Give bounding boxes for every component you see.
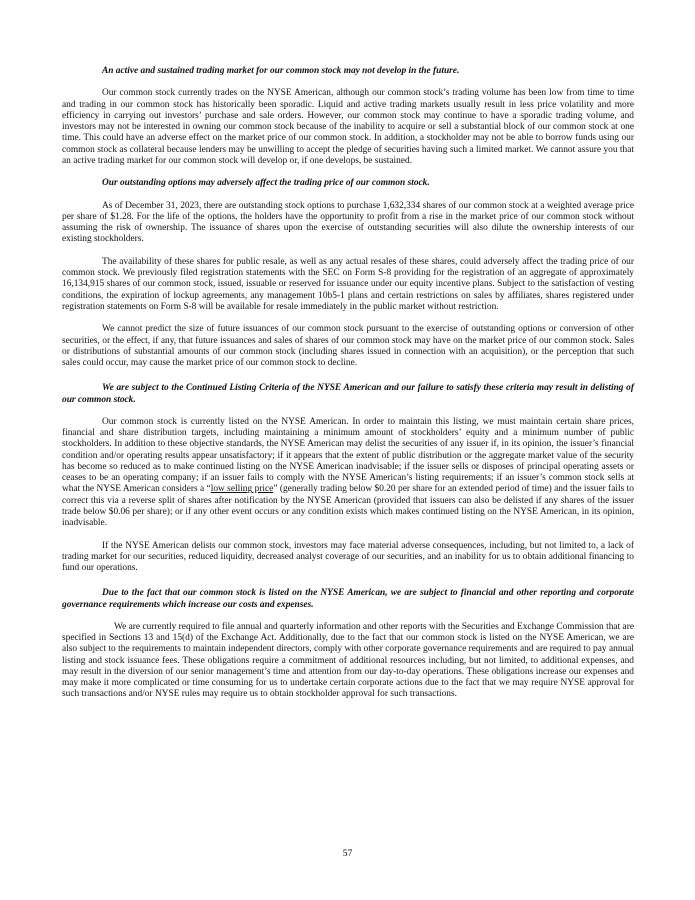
low-selling-price-link[interactable]: low selling price — [210, 484, 274, 495]
paragraph-reporting-requirements: We are currently required to file annual and quarterly information and other reports with the Securities and Exchange Commission that are specified in Sections 13 and 15(d) of the Exchange Act. Additionally, due to the fact that our common stock is listed on the NYSE American, we are also subject to the requirements to maintain independent directors, comply with other corporate governance requirements and are required to pay annual listing and stock issuance fees. These obligations require a commitment of additional resources including, but not limited, to additional expenses, and may result in the diversion of our senior management’s time and attention from our day-to-day operations. These obligations increase our expenses and may make it more complicated or time consuming for us to undertake certain corporate actions due to the fact that we may require NYSE approval for such transactions and/or NYSE rules may require us to obtain stockholder approval for such transactions. — [62, 621, 634, 700]
document-page — [62, 66, 634, 712]
section-heading-trading-market: An active and sustained trading market for our common stock may not develop in the future. — [102, 66, 460, 76]
page-number: 57 — [342, 848, 353, 859]
paragraph-options-2: The availability of these shares for public resale, as well as any actual resales of these shares, could adversely affect the trading price of our common stock. We previously filed registration statements with the SEC on Form S-8 providing for the registration of an aggregate of approximately 16,134,915 shares of our common stock, issued, issuable or reserved for issuance under our equity incentive plans. Subject to the satisfaction of vesting conditions, the expiration of lockup agreements, any management 10b5-1 plans and certain restrictions on sales by affiliates, shares registered under registration statements on Form S-8 will be available for resale immediately in the public market without restriction. — [62, 256, 634, 312]
section-heading-listing-criteria: We are subject to the Continued Listing Criteria of the NYSE American and our failure to satisfy these criteria may result in delisting of our common stock. — [62, 383, 634, 405]
paragraph-text-before-link: Our common stock is currently listed on the NYSE American. In order to maintain this listing, we must maintain certain share prices, financial and share distribution targets, including maintaining a minimum amount of stockholders’ equity and a minimum number of public stockholders. In addition to these objective standards, the NYSE American may delist the securities of any issuer if, in its opinion, the issuer’s financial condition and/or operating results appear unsatisfactory; if it appears that the extent of public distribution or the aggregate market value of the security has become so reduced as to make continued listing on the NYSE American inadvisable; if the issuer sells or disposes of principal operating assets or ceases to be an operating company; if an issuer fails to comply with the NYSE American’s listing requirements; if an issuer’s common stock sells at what the NYSE American considers a “ — [62, 416, 634, 495]
paragraph-text-after-link: ” (generally trading below $0.20 per share for an extended period of time) and the issuer fails to correct this via a reverse split of shares after notification by the NYSE American (provided that issuers can also be delisted if any shares of the issuer trade below $0.06 per share); or if any other event occurs or any condition exists which makes continued listing on the NYSE American, in its opinion, inadvisable. — [62, 484, 634, 529]
paragraph-options-1: As of December 31, 2023, there are outstanding stock options to purchase 1,632,334 shares of our common stock at a weighted average price per share of $1.28. For the life of the options, the holders have the opportunity to profit from a rise in the market price of our common stock without assuming the risk of ownership. The issuance of shares upon the exercise of outstanding securities will also dilute the ownership interests of our existing stockholders. — [62, 200, 634, 245]
paragraph-listing-criteria-2: If the NYSE American delists our common stock, investors may face material adverse consequences, including, but not limited to, a lack of trading market for our securities, reduced liquidity, decreased analyst coverage of our securities, and an inability for us to obtain additional financing to fund our operations. — [62, 540, 634, 574]
section-heading-outstanding-options: Our outstanding options may adversely affect the trading price of our common stock. — [102, 178, 430, 189]
section-heading-reporting-requirements: Due to the fact that our common stock is listed on the NYSE American, we are subject to financial and other reporting and corporate governance requirements which increase our costs and expenses. — [62, 588, 634, 610]
paragraph-options-3: We cannot predict the size of future issuances of our common stock pursuant to the exercise of outstanding options or conversion of other securities, or the effect, if any, that future issuances and sales of shares of our common stock may have on the market price of our common stock. Sales or distributions of substantial amounts of our common stock (including shares issued in connection with an acquisition), or the perception that such sales could occur, may cause the market price of our common stock to decline. — [62, 324, 634, 369]
paragraph-listing-criteria-1 — [62, 417, 634, 530]
paragraph-trading-market: Our common stock currently trades on the NYSE American, although our common stock’s trading volume has been low from time to time and trading in our common stock has historically been sporadic. Liquid and active trading markets usually result in less price volatility and more efficiency in carrying out investors’ purchase and sale orders. However, our common stock may continue to have a sporadic trading volume, and investors may not be interested in owning our common stock because of the inability to acquire or sell a substantial block of our common stock at one time. This could have an adverse effect on the market price of our common stock. In addition, a stockholder may not be able to borrow funds using our common stock as collateral because lenders may be unwilling to accept the pledge of securities having such a limited market. We cannot assure you that an active trading market for our common stock will develop or, if one develops, be sustained. — [62, 88, 634, 166]
